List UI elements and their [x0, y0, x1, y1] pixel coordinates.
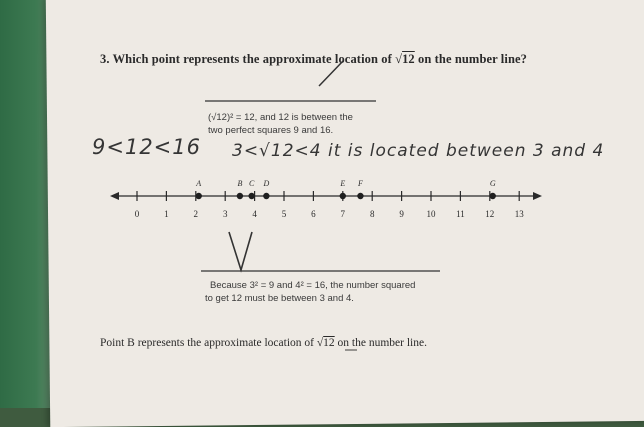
tick-label: 9: [399, 209, 404, 219]
pointer-line-top: [319, 61, 343, 86]
hint-top-line1: (√12)² = 12, and 12 is between the: [208, 112, 353, 123]
pointer-v-bottom: [229, 232, 252, 270]
point-e: [340, 193, 346, 199]
point-a: [196, 193, 202, 199]
point-g: [490, 193, 496, 199]
tick-label: 10: [426, 209, 436, 219]
tick-label: 3: [222, 209, 228, 219]
answer-radicand: 12: [323, 337, 335, 349]
point-label: A: [196, 179, 202, 188]
tick-label: 8: [369, 209, 375, 219]
point-label: C: [248, 179, 255, 188]
handwritten-inequality-right: 3<√12<4 it is located between 3 and 4: [232, 141, 605, 161]
point-f: [357, 193, 363, 199]
tick-label: 11: [456, 209, 465, 219]
hint-top-line2: two perfect squares 9 and 16.: [208, 125, 334, 136]
question-radicand: 12: [402, 52, 415, 66]
point-label: F: [357, 179, 363, 188]
handwritten-inequality-left: 9<12<16: [92, 135, 201, 159]
point-label: E: [340, 179, 346, 188]
question-prompt-end: on the number line?: [418, 52, 527, 66]
question-number: 3.: [100, 52, 110, 66]
tick-label: 1: [164, 209, 169, 219]
point-label: B: [237, 179, 243, 188]
point-d: [263, 193, 269, 199]
tick-label: 5: [281, 209, 287, 219]
point-c: [248, 193, 254, 199]
tick-label: 12: [485, 209, 495, 219]
point-b: [237, 193, 243, 199]
right-arrow-icon: [533, 192, 542, 200]
question-prompt: Which point represents the approximate location of: [112, 52, 392, 66]
point-label: D: [263, 179, 270, 188]
point-label: G: [489, 179, 496, 188]
left-arrow-icon: [110, 192, 119, 200]
hint-bottom-line1: Because 3² = 9 and 4² = 16, the number squared: [210, 280, 416, 291]
answer-text-end: on the number line.: [337, 337, 427, 349]
question-text: 3. Which point represents the approximate location of √12 on the number line?: [100, 52, 527, 66]
tick-label: 0: [134, 209, 140, 219]
answer-text: Point B represents the approximate location of: [100, 337, 314, 349]
tick-label: 6: [311, 209, 316, 219]
answer-statement: Point B represents the approximate location of √12 on the number line.: [100, 337, 427, 349]
tick-label: 2: [193, 209, 199, 219]
tick-label: 13: [514, 209, 524, 219]
tick-label: 4: [252, 209, 257, 219]
tick-label: 7: [340, 209, 346, 219]
hint-bottom-line2: to get 12 must be between 3 and 4.: [205, 293, 354, 304]
